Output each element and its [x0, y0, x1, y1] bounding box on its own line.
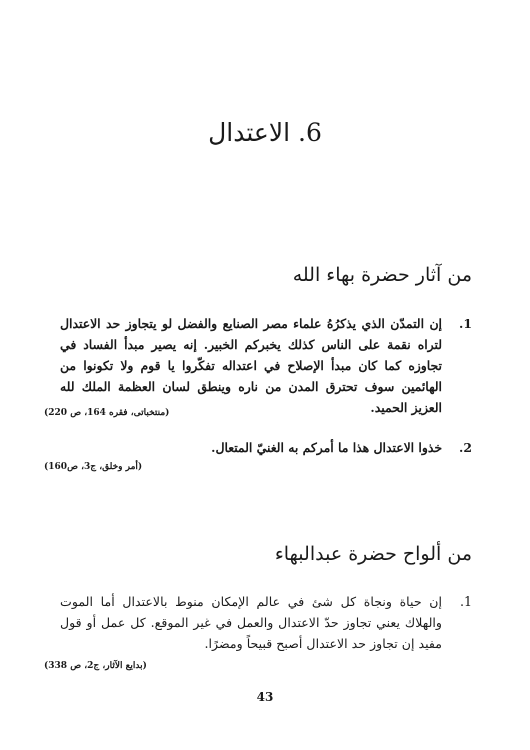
- quote-source: (منتخباتى، فقره 164، ص 220): [44, 408, 170, 418]
- item-number: 1.: [459, 594, 472, 609]
- quote-source: (أمر وخلق، ج3، ص160): [44, 462, 143, 472]
- quote-item: [60, 313, 472, 418]
- quote-text: إن التمدّن الذي يذكرُهُ علماء مصر الصنايع والفضل لو يتجاوز حد الاعتدال لتراه نقمة على الناس كذلك يخبركم الخبير. إنه يصير مبدأ الفساد في تجاوزه كما كان مبدأ الإصلاح في اعتداله تفكّروا يا قوم ولا تكونوا من الهائمين سوف تحترق المدن من ناره وينطق لسان العظمة الملك لله العزيز الحميد.: [60, 316, 442, 415]
- quote-source: (بدايع الآثار، ج2، ص 338): [44, 661, 147, 671]
- item-number: 1.: [459, 316, 472, 331]
- quote-text: إن حياة ونجاة كل شئ في عالم الإمكان منوط بالاعتدال أما الموت والهلاك يعني تجاوز حدّ الاعتدال والعمل في غير الموقع. كل عمل أو قول مفيد إن تجاوز حد الاعتدال أصبح قبيحاً ومضرًا.: [60, 594, 442, 651]
- quote-item: [60, 591, 472, 654]
- section-heading-bahaullah: من آثار حضرة بهاء الله: [292, 264, 472, 286]
- quote-text: خذوا الاعتدال هذا ما أمركم به الغنيّ المتعال.: [211, 440, 442, 455]
- section-heading-abdulbaha: من ألواح حضرة عبدالبهاء: [274, 543, 472, 565]
- item-number: 2.: [459, 440, 472, 455]
- page-number: 43: [256, 690, 274, 704]
- quote-item: [60, 437, 472, 458]
- chapter-title: 6. الاعتدال: [208, 118, 322, 147]
